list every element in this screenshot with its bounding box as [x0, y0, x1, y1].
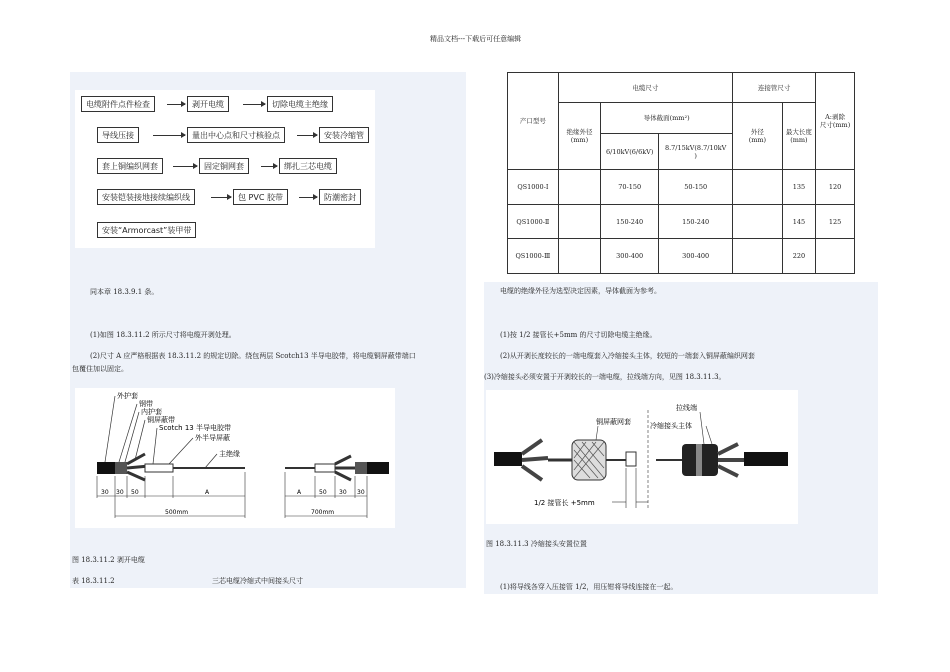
- cell-max-length: 220: [782, 239, 815, 274]
- table-row: [508, 239, 855, 274]
- th-model: 产口型号: [508, 73, 559, 170]
- label-main-insulation: 主绝缘: [219, 450, 240, 458]
- label-steel-band: 钢带: [139, 400, 153, 408]
- insulation-left: [145, 464, 173, 472]
- right-paragraph-3: (2)从开剥长度较长的一端电缆套入冷缩接头主体，较短的一端套入铜屏蔽编织网套: [500, 352, 755, 360]
- right-paragraph-1: 电缆的绝缘外径为选型决定因素，导体截面为参考。: [500, 287, 661, 295]
- dim-30d: 30: [357, 489, 365, 496]
- left-paragraph-3b: 包覆住加以固定。: [72, 365, 128, 373]
- dim-50-right: 50: [319, 489, 327, 496]
- steel-band-right: [355, 462, 367, 474]
- cell-max-length: 135: [782, 170, 815, 205]
- cell-model: QS1000-Ⅱ: [508, 204, 559, 239]
- flow-box-bind-cable: 绑扎三芯电缆: [279, 158, 337, 174]
- cable-joint-size-table: [507, 72, 855, 274]
- th-8-7-15kv: 8.7/15kV(8.7/10kV ): [659, 133, 733, 170]
- label-inner-sheath: 内护套: [141, 408, 162, 416]
- cell-section-6kv: 300-400: [601, 239, 659, 274]
- cell-section-8kv: 50-150: [659, 170, 733, 205]
- flow-arrow: [297, 135, 317, 136]
- flow-box-fix-mesh: 固定铜网套: [199, 158, 249, 174]
- outer-sheath-left: [97, 462, 115, 474]
- cold-shrink-position-diagram: [486, 390, 798, 524]
- th-connector-size: 连接管尺寸: [733, 73, 816, 103]
- cell-a: 120: [816, 170, 855, 205]
- right-paragraph-5: (1)将导线各穿入压接管 1/2，用压钳将导线连接在一起。: [500, 583, 678, 591]
- flow-box-moisture-seal: 防潮密封: [319, 189, 361, 205]
- th-max-length: 最大长度 (mm): [782, 103, 815, 170]
- cell-insul: [558, 204, 600, 239]
- table-label: 表 18.3.11.2: [72, 577, 115, 585]
- table-title: 三芯电缆冷缩式中间接头尺寸: [212, 577, 303, 585]
- cell-model: QS1000-Ⅲ: [508, 239, 559, 274]
- label-scotch13: Scotch 13 半导电胶带: [159, 424, 231, 432]
- dim-a-right: A: [297, 489, 302, 496]
- flow-box-copper-mesh: 套上铜编织网套: [97, 158, 163, 174]
- flow-box-armor-ground: 安装铠装接地接续编织线: [97, 189, 195, 205]
- left-paragraph-3a: (2)尺寸 A 应严格根据表 18.3.11.2 的规定切除。绕包两层 Scotch13 半导电胶带，将电缆铜屏蔽带端口: [90, 352, 416, 360]
- label-cold-shrink-body: 冷缩接头主体: [650, 422, 692, 430]
- flow-arrow: [299, 197, 317, 198]
- dim-half-tube-plus-5mm: 1/2 接管长 +5mm: [534, 499, 595, 507]
- flowchart: [75, 90, 375, 248]
- table-row: [508, 204, 855, 239]
- flow-box-crimp: 导线压接: [97, 127, 139, 143]
- right-paragraph-4: (3)冷缩接头必须安置于开剥较长的一端电缆，拉线端方向，见图 18.3.11.3。: [484, 373, 726, 381]
- flow-box-strip: 剥开电缆: [187, 96, 229, 112]
- cable-left-cores: [522, 440, 548, 480]
- right-paragraph-2: (1)按 1/2 接管长+5mm 的尺寸切除电缆主绝缘。: [500, 331, 657, 339]
- left-paragraph-1: 同本章 18.3.9.1 条。: [90, 288, 159, 296]
- flow-arrow: [261, 166, 277, 167]
- page-header: 精品文档---下载后可任意编辑: [430, 35, 522, 43]
- cable-left-sheath: [494, 452, 522, 466]
- insulation-right: [315, 464, 335, 472]
- dim-30a: 30: [101, 489, 109, 496]
- label-outer-sheath: 外护套: [117, 392, 138, 400]
- th-outer-diameter: 外径 (mm): [733, 103, 783, 170]
- dim-30b: 30: [116, 489, 124, 496]
- dim-50-left: 50: [131, 489, 139, 496]
- figure-caption-18-3-11-2: 图 18.3.11.2 剥开电缆: [72, 556, 145, 564]
- cell-section-6kv: 150-240: [601, 204, 659, 239]
- cell-insul: [558, 239, 600, 274]
- dim-a-left: A: [205, 489, 210, 496]
- cell-od: [733, 204, 783, 239]
- label-copper-mesh: 铜屏蔽网套: [596, 418, 631, 426]
- cell-a: [816, 239, 855, 274]
- figure-caption-18-3-11-3: 图 18.3.11.3 冷缩接头安置位置: [486, 540, 587, 548]
- table-row: [508, 170, 855, 205]
- cell-max-length: 145: [782, 204, 815, 239]
- left-paragraph-2: (1)如图 18.3.11.2 所示尺寸将电缆开剥处理。: [90, 331, 236, 339]
- cell-section-6kv: 70-150: [601, 170, 659, 205]
- flow-box-measure: 量出中心点和尺寸核验点: [187, 127, 285, 143]
- steel-band-left: [115, 462, 127, 474]
- outer-sheath-right: [367, 462, 389, 474]
- cable-strip-diagram: [75, 388, 395, 528]
- flow-arrow: [243, 104, 265, 105]
- dim-30c: 30: [339, 489, 347, 496]
- flow-box-cold-shrink: 安装冷缩管: [319, 127, 369, 143]
- cell-section-8kv: 150-240: [659, 204, 733, 239]
- cell-section-8kv: 300-400: [659, 239, 733, 274]
- cell-a: 125: [816, 204, 855, 239]
- flow-box-pvc-tape: 包 PVC 胶带: [233, 189, 288, 205]
- th-strip-a: A:剥除 尺寸(mm): [816, 73, 855, 170]
- label-copper-shield: 铜屏蔽带: [147, 416, 175, 424]
- cable-right-sheath: [744, 452, 788, 466]
- cell-od: [733, 239, 783, 274]
- label-pull-end: 拉线端: [676, 404, 697, 412]
- th-cable-size: 电缆尺寸: [558, 73, 732, 103]
- cell-insul: [558, 170, 600, 205]
- flow-box-inspect: 电缆附件点件检查: [81, 96, 155, 112]
- dim-500mm: 500mm: [165, 509, 189, 516]
- dim-700mm: 700mm: [311, 509, 335, 516]
- flow-box-cut-insulation: 切除电缆主绝缘: [267, 96, 333, 112]
- flow-arrow: [153, 135, 185, 136]
- flow-arrow: [211, 197, 231, 198]
- th-insulation-od: 绝缘外径 (mm): [558, 103, 600, 170]
- core-spread-right: [335, 456, 355, 480]
- flow-arrow: [167, 104, 185, 105]
- label-outer-semicon: 外半导屏蔽: [195, 434, 230, 442]
- th-6-10kv: 6/10kV(6/6kV): [601, 133, 659, 170]
- flow-arrow: [173, 166, 197, 167]
- cell-od: [733, 170, 783, 205]
- cell-model: QS1000-Ⅰ: [508, 170, 559, 205]
- flow-box-armorcast: 安装“Armorcast”装甲带: [97, 222, 196, 238]
- th-conductor-section: 导体截面(mm²): [601, 103, 733, 133]
